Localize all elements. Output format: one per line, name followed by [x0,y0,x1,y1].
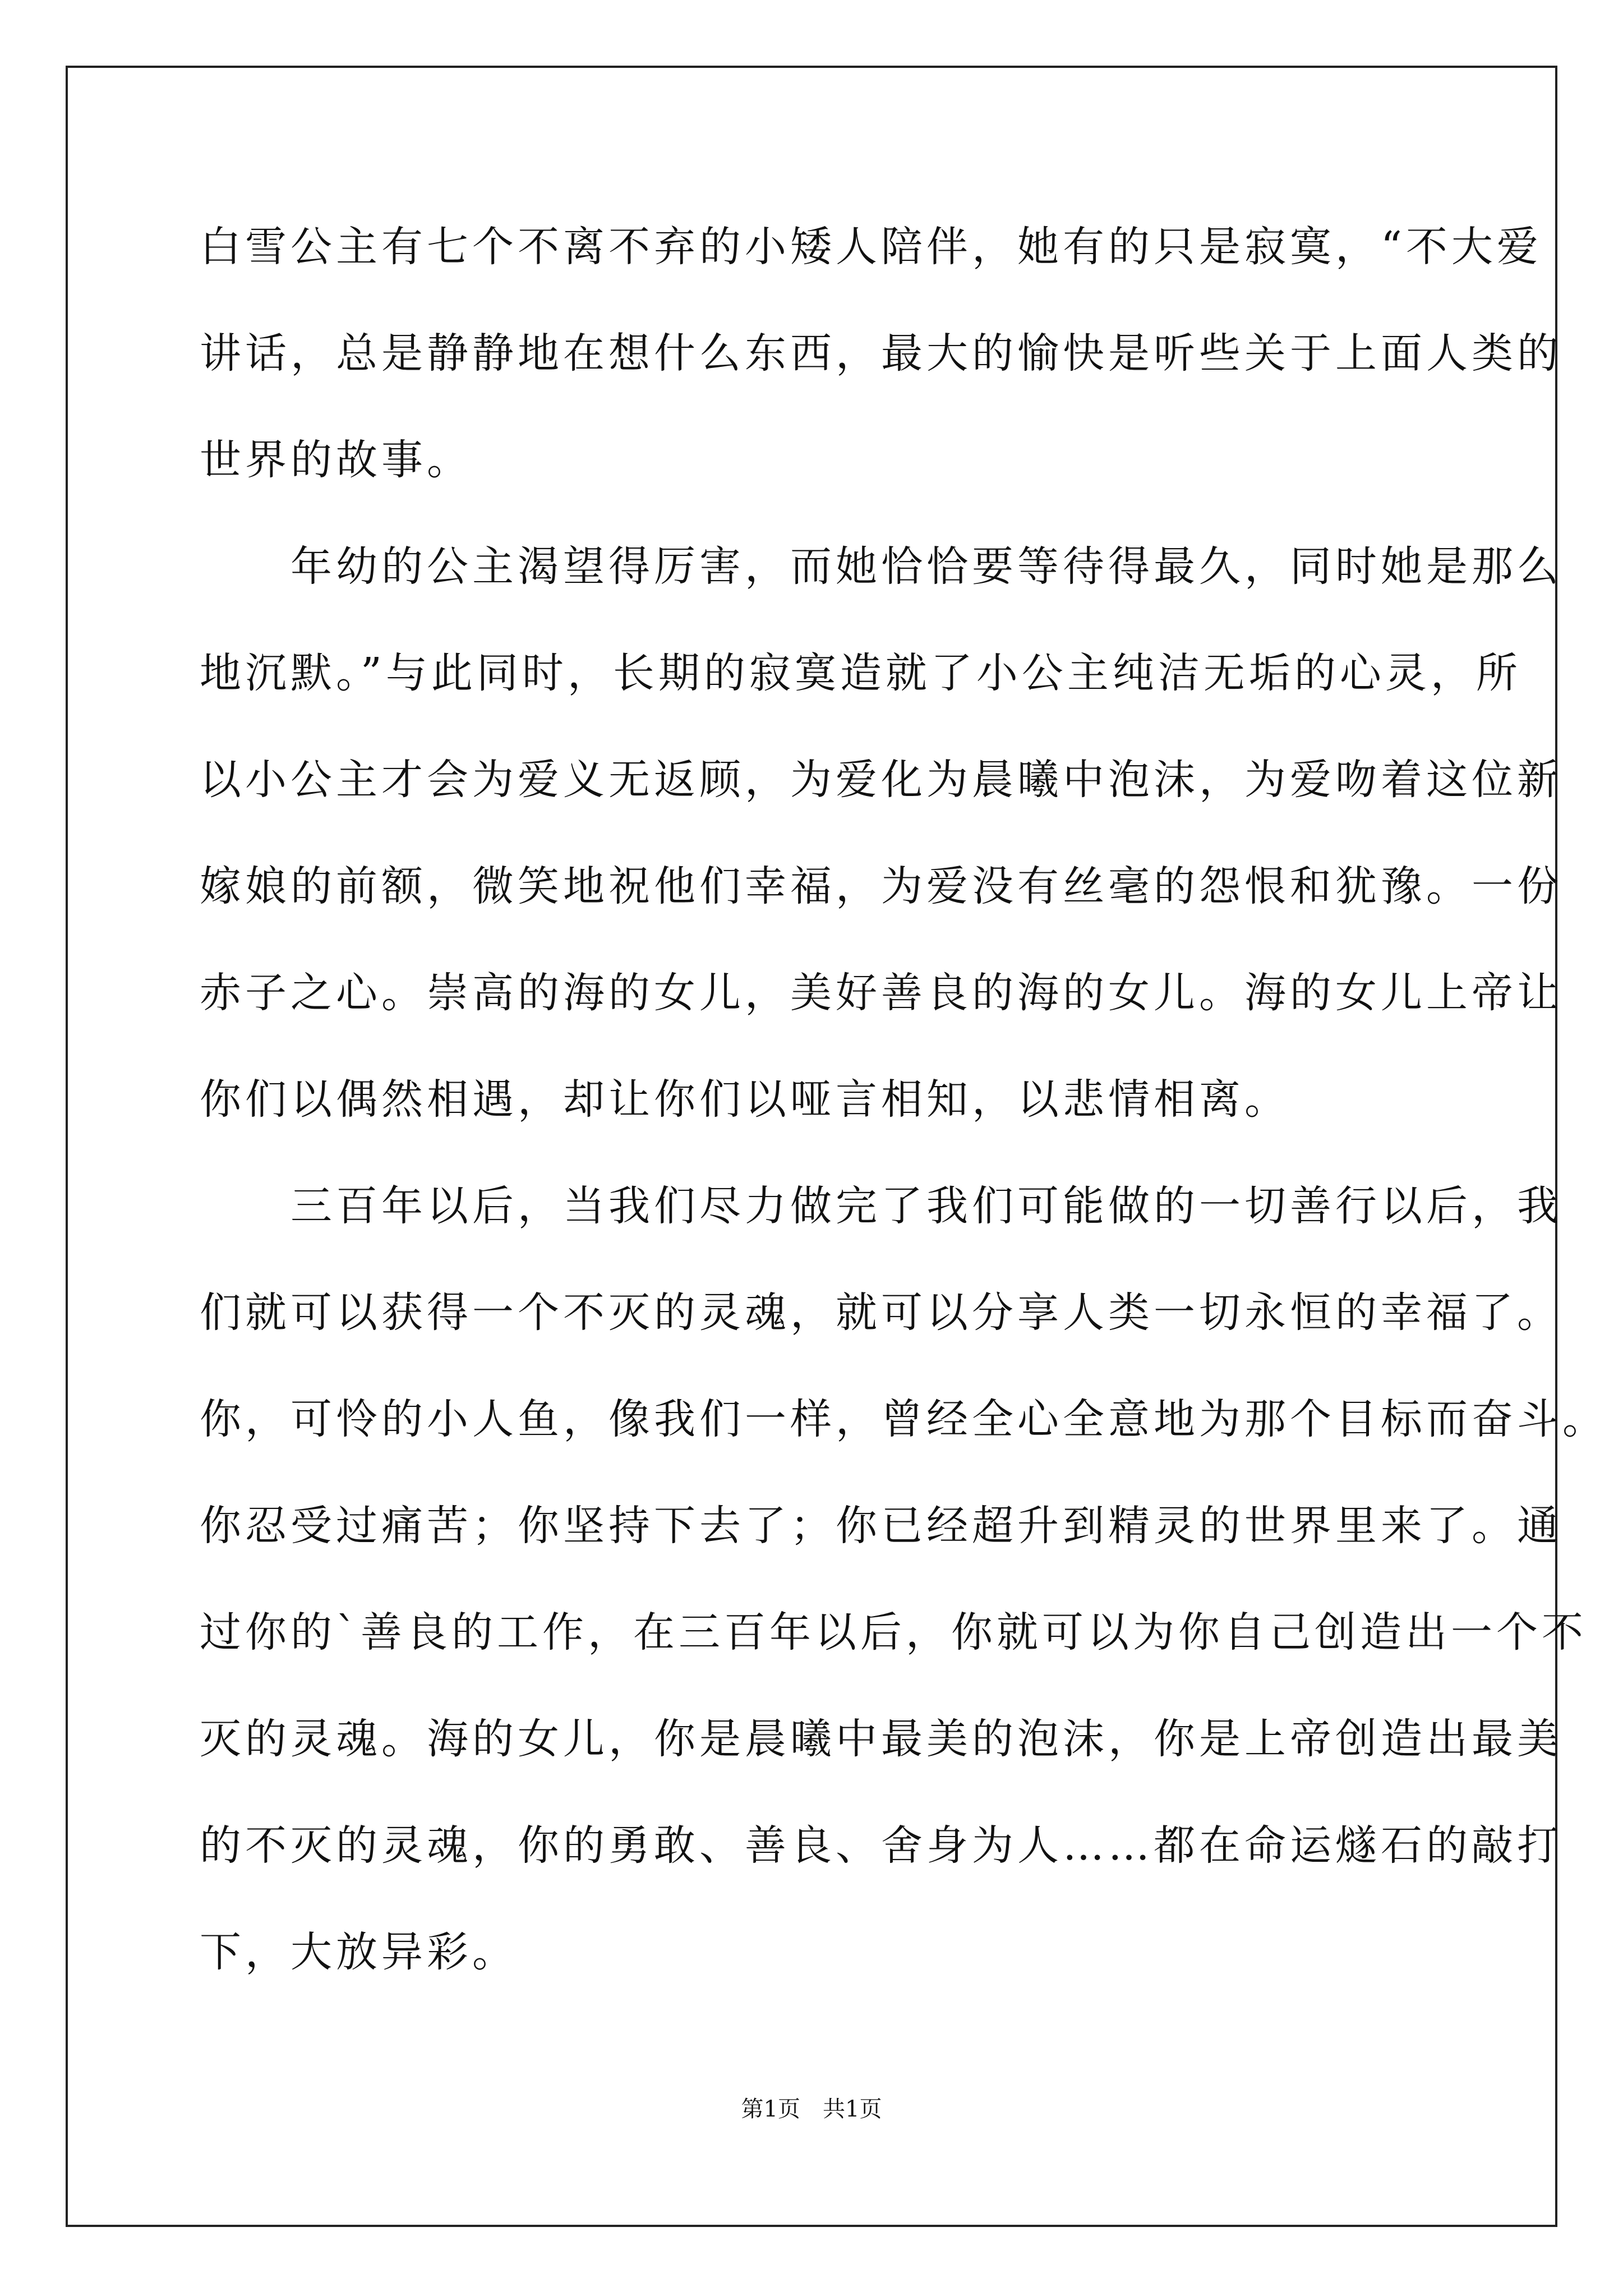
text-line: 讲话，总是静静地在想什么东西，最大的愉快是听些关于上面人类的 [200,329,1562,378]
text-line: 灭的灵魂。海的女儿，你是晨曦中最美的泡沫，你是上帝创造出最美 [200,1715,1562,1763]
text-line: 们就可以获得一个不灭的灵魂，就可以分享人类一切永恒的幸福了。 [200,1289,1562,1337]
text-line: 过你的`善良的工作，在三百年以后，你就可以为你自己创造出一个不 [200,1608,1587,1657]
text-line: 你们以偶然相遇，却让你们以哑言相知，以悲情相离。 [200,1075,1290,1124]
text-line: 三百年以后，当我们尽力做完了我们可能做的一切善行以后，我 [200,1182,1562,1230]
text-line: 世界的故事。 [200,436,472,484]
text-line: 年幼的公主渴望得厉害，而她恰恰要等待得最久，同时她是那么 [200,542,1562,591]
text-line: 的不灭的灵魂，你的勇敢、善良、舍身为人……都在命运燧石的敲打 [200,1821,1562,1870]
text-line: 白雪公主有七个不离不弃的小矮人陪伴，她有的只是寂寞，“不大爱 [200,223,1542,271]
page-border [66,66,1557,2227]
text-line: 嫁娘的前额，微笑地祝他们幸福，为爱没有丝毫的怨恨和犹豫。一份 [200,862,1562,910]
text-line: 地沉默。”与此同时，长期的寂寞造就了小公主纯洁无垢的心灵，所 [200,649,1521,697]
page-number: 第1页 共1页 [741,2096,882,2122]
text-line: 以小公主才会为爱义无返顾，为爱化为晨曦中泡沫，为爱吻着这位新 [200,756,1562,804]
text-line: 你忍受过痛苦；你坚持下去了；你已经超升到精灵的世界里来了。通 [200,1502,1562,1550]
text-line: 下，大放异彩。 [200,1928,518,1976]
text-line: 你，可怜的小人鱼，像我们一样，曾经全心全意地为那个目标而奋斗。 [200,1395,1608,1443]
text-line: 赤子之心。崇高的海的女儿，美好善良的海的女儿。海的女儿上帝让 [200,969,1562,1017]
page-footer [0,2091,1623,2123]
